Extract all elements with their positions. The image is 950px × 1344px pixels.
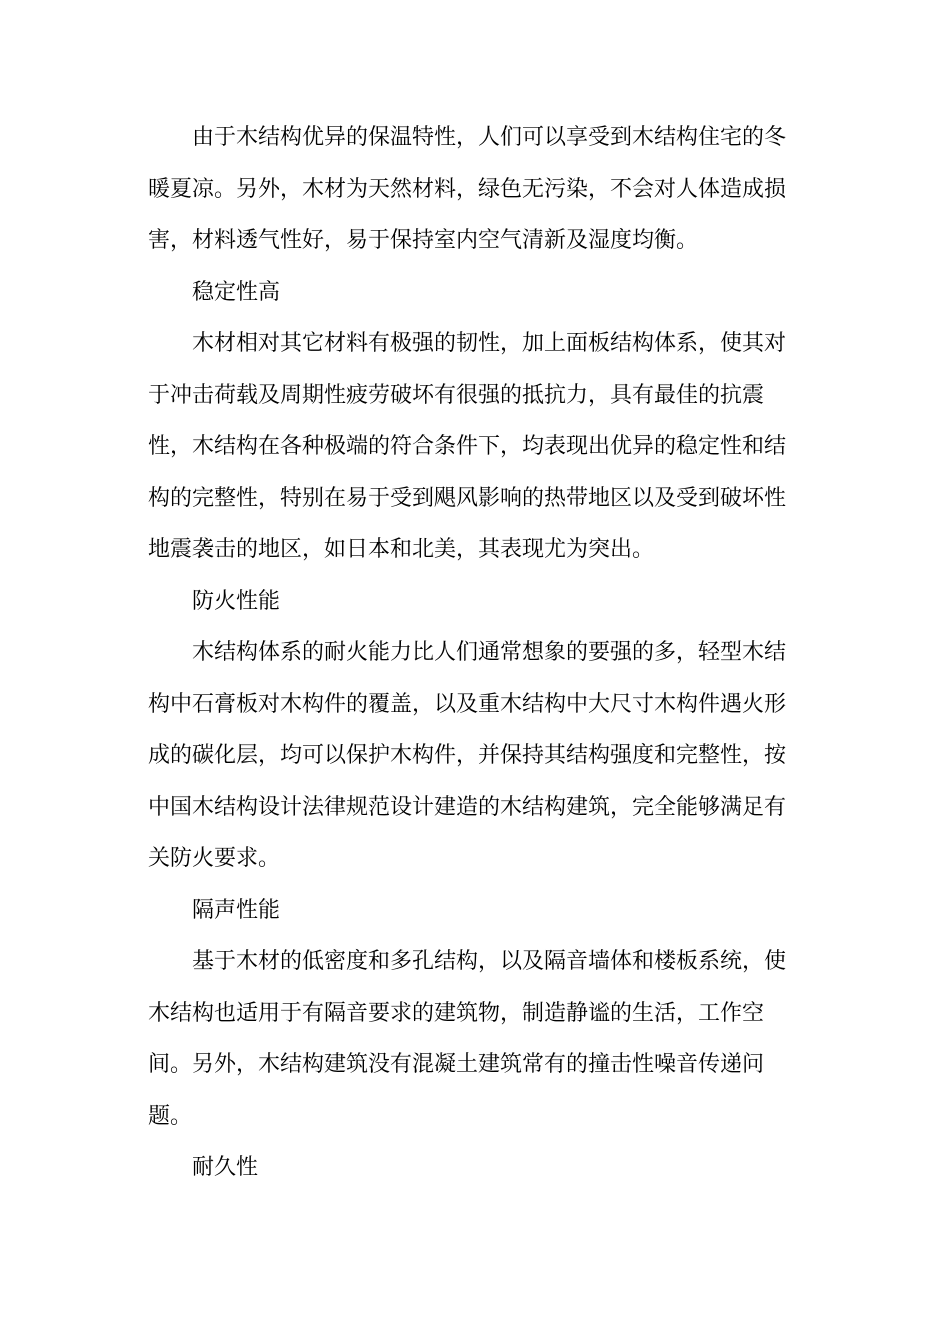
text-line: 由于木结构优异的保温特性，人们可以享受到木结构住宅的冬: [192, 125, 787, 150]
text-line: 成的碳化层，均可以保护木构件，并保持其结构强度和完整性，按: [148, 743, 787, 768]
text-line: 构的完整性，特别在易于受到飓风影响的热带地区以及受到破坏性: [148, 485, 787, 511]
text-line: 地震袭击的地区，如日本和北美，其表现尤为突出。: [148, 537, 655, 562]
text-line: 木结构体系的耐火能力比人们通常想象的要强的多，轻型木结: [192, 640, 787, 665]
heading-durability: 耐久性: [192, 1155, 259, 1180]
text-line: 于冲击荷载及周期性疲劳破坏有很强的抵抗力，具有最佳的抗震: [148, 382, 765, 408]
text-line: 中国木结构设计法律规范设计建造的木结构建筑，完全能够满足有: [148, 794, 787, 820]
paragraph-sound-insulation: [148, 936, 798, 1142]
text-line: 构中石膏板对木构件的覆盖，以及重木结构中大尺寸木构件遇火形: [148, 691, 787, 717]
text-line: 间。另外，木结构建筑没有混凝土建筑常有的撞击性噪音传递问: [148, 1052, 765, 1077]
text-line: 木材相对其它材料有极强的韧性，加上面板结构体系，使其对: [192, 331, 787, 356]
paragraph-insulation: [148, 112, 798, 267]
paragraph-fire-resistance: [148, 627, 798, 885]
text-line: 害，材料透气性好，易于保持室内空气清新及湿度均衡。: [148, 228, 699, 253]
heading-stability: 稳定性高: [192, 279, 281, 305]
text-line: 性，木结构在各种极端的符合条件下，均表现出优异的稳定性和结: [148, 434, 787, 459]
heading-sound-insulation: 隔声性能: [192, 897, 281, 923]
text-line: 题。: [148, 1103, 193, 1129]
text-line: 暖夏凉。另外，木材为天然材料，绿色无污染，不会对人体造成损: [148, 176, 787, 202]
text-line: 基于木材的低密度和多孔结构，以及隔音墙体和楼板系统，使: [192, 949, 787, 974]
paragraph-stability: [148, 318, 798, 576]
heading-fire-resistance: 防火性能: [192, 588, 281, 614]
text-line: 关防火要求。: [148, 846, 281, 871]
document-body: [148, 112, 798, 1194]
text-line: 木结构也适用于有隔音要求的建筑物，制造静谧的生活，工作空: [148, 1000, 765, 1026]
